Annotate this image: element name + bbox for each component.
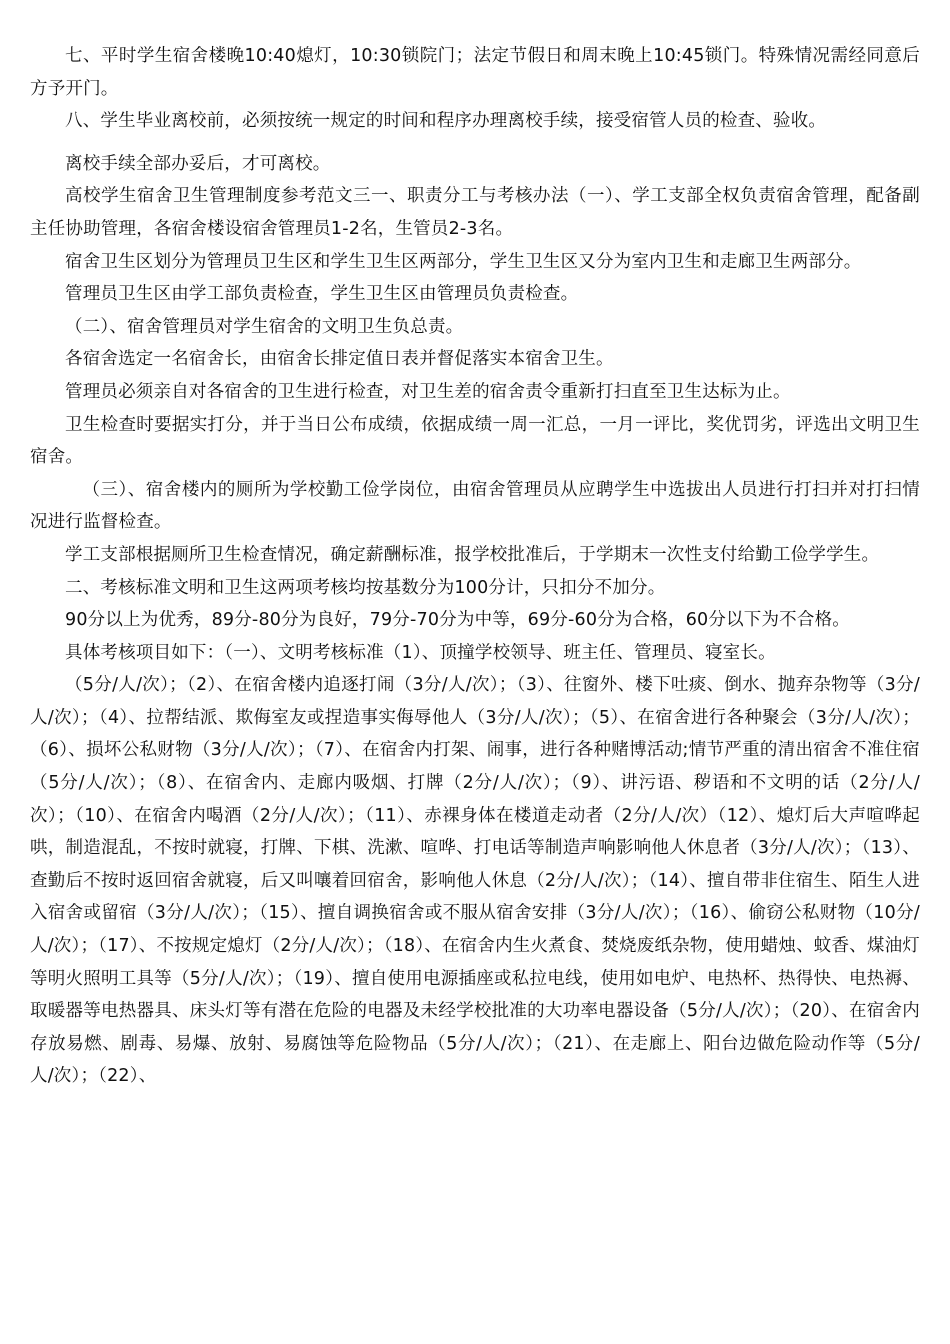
paragraph-dorm-leader: 各宿舍选定一名宿舍长，由宿舍长排定值日表并督促落实本宿舍卫生。	[65, 349, 614, 370]
paragraph-manager-check: 管理员必须亲自对各宿舍的卫生进行检查，对卫生差的宿舍责令重新打扫直至卫生达标为止。	[65, 381, 791, 402]
paragraph-scoring: 卫生检查时要据实打分，并于当日公布成绩，依据成绩一周一汇总，一月一评比，奖优罚劣，评选出文明卫生宿舍。	[30, 414, 920, 468]
paragraph-hygiene-zones: 宿舍卫生区划分为管理员卫生区和学生卫生区两部分，学生卫生区又分为室内卫生和走廊卫生两部分。	[65, 251, 862, 272]
document-page	[30, 40, 920, 1093]
paragraph-leave-school: 离校手续全部办妥后，才可离校。	[65, 153, 331, 174]
paragraph-assessment-standard: 二、考核标准文明和卫生这两项考核均按基数分为100分计，只扣分不加分。	[65, 577, 666, 598]
paragraph-payment: 学工支部根据厕所卫生检查情况，确定薪酬标准，报学校批准后，于学期末一次性支付给勤工俭学学生。	[65, 544, 880, 565]
paragraph-grade-levels: 90分以上为优秀，89分-80分为良好，79分-70分为中等，69分-60分为合格，60分以下为不合格。	[65, 610, 850, 631]
paragraph-sample-three-intro: 高校学生宿舍卫生管理制度参考范文三一、职责分工与考核办法（一）、学工支部全权负责宿舍管理，配备副主任协助管理，各宿舍楼设宿舍管理员1-2名，生管员2-3名。	[30, 186, 920, 239]
paragraph-section-three: （三）、宿舍楼内的厕所为学校勤工俭学岗位，由宿舍管理员从应聘学生中选拔出人员进行打扫并对打扫情况进行监督检查。	[30, 479, 920, 533]
paragraph-deduction-list: （5分/人/次）；（2）、在宿舍楼内追逐打闹（3分/人/次）；（3）、往窗外、楼下吐痰、倒水、抛弃杂物等（3分/人/次）；（4）、拉帮结派、欺侮室友或捏造事实侮辱他人（3分/人/次）；（5）、在宿舍进行各种聚会（3分/人/次）；（6）、损坏公私财物（3分/人/次）；（7）、在宿舍内打架、闹事，进行各种赌博活动;情节严重的清出宿舍不准住宿（5分/人/次）；（8）、在宿舍内、走廊内吸烟、打牌（2分/人/次）；（9）、讲污语、秽语和不文明的话（2分/人/次）；（10）、在宿舍内喝酒（2分/人/次）；（11）、赤裸身体在楼道走动者（2分/人/次）（12）、熄灯后大声喧哗起哄，制造混乱，不按时就寝，打牌、下棋、洗漱、喧哗、打电话等制造声响影响他人休息者（3分/人/次）；（13）、查勤后不按时返回宿舍就寝，后又叫嚷着回宿舍，影响他人休息（2分/人/次）；（14）、擅自带非住宿生、陌生人进入宿舍或留宿（3分/人/次）；（15）、擅自调换宿舍或不服从宿舍安排（3分/人/次）；（16）、偷窃公私财物（10分/人/次）；（17）、不按规定熄灯（2分/人/次）；（18）、在宿舍内生火煮食、焚烧废纸杂物，使用蜡烛、蚊香、煤油灯等明火照明工具等（5分/人/次）；（19）、擅自使用电源插座或私拉电线，使用如电炉、电热杯、热得快、电热褥、取暖器等电热器具、床头灯等有潜在危险的电器及未经学校批准的大功率电器设备（5分/人/次）；（20）、在宿舍内存放易燃、剧毒、易爆、放射、易腐蚀等危险物品（5分/人/次）；（21）、在走廊上、阳台边做危险动作等（5分/人/次）；（22）、	[30, 675, 920, 1087]
paragraph-rule-8: 八、学生毕业离校前，必须按统一规定的时间和程序办理离校手续，接受宿管人员的检查、验收。	[65, 111, 827, 132]
paragraph-assessment-items: 具体考核项目如下：（一）、文明考核标准（1）、顶撞学校领导、班主任、管理员、寝室长。	[65, 642, 776, 663]
paragraph-section-two: （二）、宿舍管理员对学生宿舍的文明卫生负总责。	[65, 316, 464, 337]
paragraph-inspection-duty: 管理员卫生区由学工部负责检查，学生卫生区由管理员负责检查。	[65, 284, 579, 305]
paragraph-rule-7: 七、平时学生宿舍楼晚10:40熄灯，10:30锁院门；法定节假日和周末晚上10:45锁门。特殊情况需经同意后方予开门。	[30, 46, 920, 99]
